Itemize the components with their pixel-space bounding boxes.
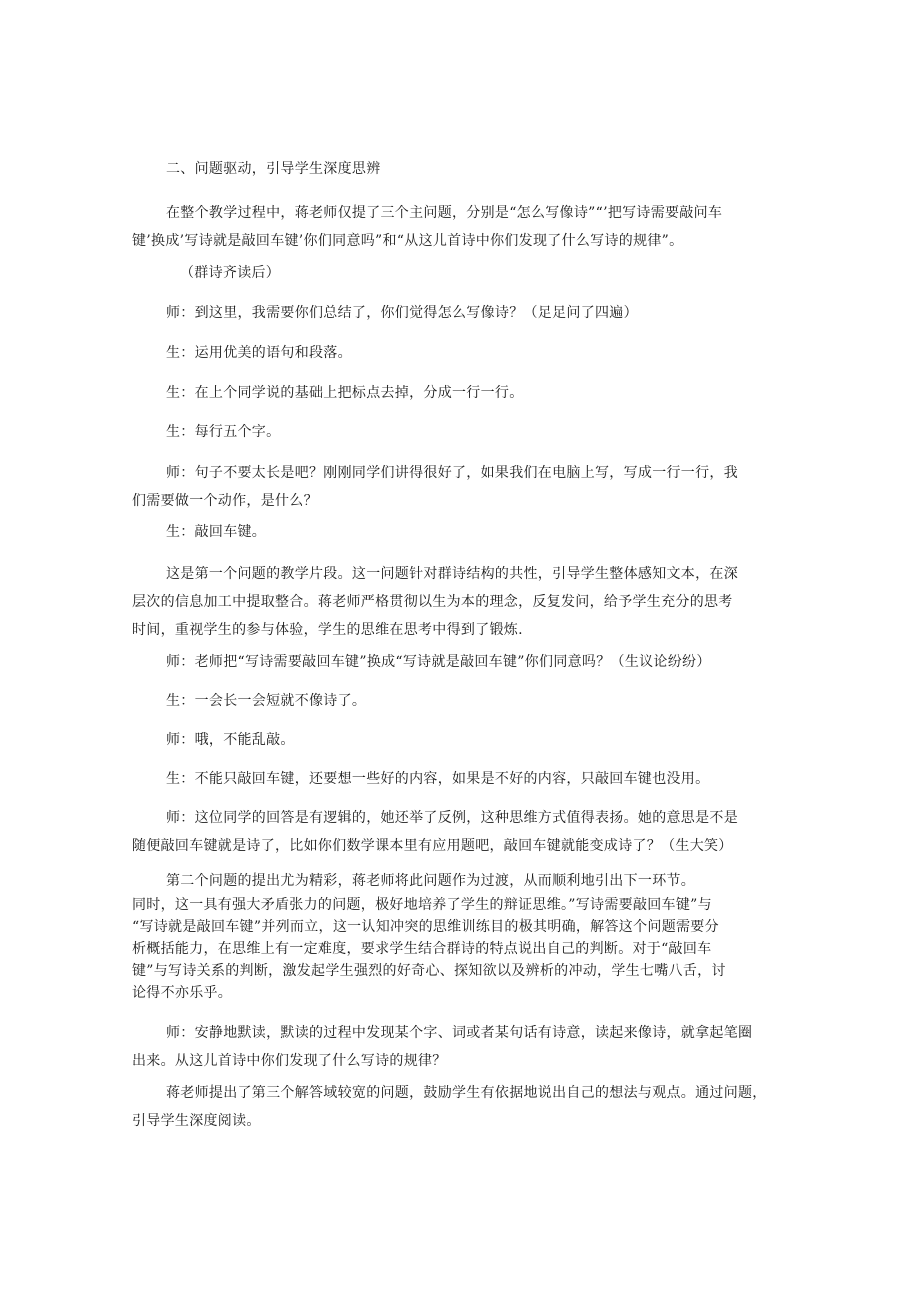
dialogue-line: 生：在上个同学说的基础上把标点去掉，分成一行一行。 (166, 385, 524, 401)
dialogue-line-part: 出来。从这儿首诗中你们发现了什么写诗的规律？ (132, 1053, 447, 1069)
paragraph-analysis-3 (132, 1079, 767, 1135)
dialogue-line-part: 师：句子不要太长是吧？刚刚同学们讲得很好了，如果我们在电脑上写，写成一行一行，我 (166, 465, 738, 481)
dialogue-line: 生：每行五个字。 (166, 424, 281, 440)
paragraph-analysis-1 (132, 560, 738, 644)
paragraph-line: 蒋老师提出了第三个解答域较宽的问题，鼓励学生有依据地说出自己的想法与观点。通过问题， (166, 1085, 767, 1101)
dialogue-line: 生：敲回车键。 (166, 524, 267, 540)
dialogue-line: 师：老师把“写诗需要敲回车键”换成“写诗就是敲回车键”你们同意吗？（生议论纷纷） (166, 654, 711, 670)
paragraph-analysis-2-lead: 第二个问题的提出尤为精彩，蒋老师将此问题作为过渡，从而顺利地引出下一环节。 (166, 873, 696, 889)
paragraph-line: 析概括能力，在思维上有一定难度，要求学生结合群诗的特点说出自己的判断。对于“敲回车 (132, 941, 712, 957)
paragraph-line: 键”与写诗关系的判断，激发起学生强烈的好奇心、探知欲以及辨析的冲动，学生七嘴八舌，讨 (132, 963, 726, 979)
dialogue-line: 生：不能只敲回车键，还要想一些好的内容，如果是不好的内容，只敲回车键也没用。 (166, 771, 710, 787)
dialogue-line-part: 师：这位同学的回答是有逻辑的，她还举了反例，这种思维方式值得表扬。她的意思是不是 (166, 810, 738, 826)
dialogue-line (132, 1019, 753, 1075)
paragraph-line: 层次的信息加工中提取整合。蒋老师严格贯彻以生为本的理念，反复发问，给予学生充分的思考 (132, 594, 733, 610)
paragraph-line: 同时，这一具有强大矛盾张力的问题，极好地培养了学生的辩证思维。”写诗需要敲回车键”与 (132, 897, 712, 913)
paragraph-line: “写诗就是敲回车键”并列而立，这一认知冲突的思维训练目的极其明确，解答这个问题需要分 (132, 919, 719, 935)
dialogue-line: 生：一会长一会短就不像诗了。 (166, 693, 367, 709)
paragraph-line: 在整个教学过程中，蒋老师仅提了三个主问题，分别是“怎么写像诗”“’把写诗需要敲问车 (166, 205, 723, 221)
dialogue-line-part: 们需要做一个动作，是什么？ (132, 493, 318, 509)
paragraph-line: 论得不亦乐乎。 (132, 985, 233, 1001)
stage-direction: （群诗齐读后） (180, 265, 281, 281)
paragraph-intro (132, 199, 723, 255)
dialogue-line (132, 459, 738, 515)
section-heading: 二、问题驱动，引导学生深度思辨 (166, 161, 381, 177)
paragraph-line: 这是第一个问题的教学片段。这一问题针对群诗结构的共性，引导学生整体感知文本，在深 (166, 566, 738, 582)
paragraph-analysis-2 (132, 894, 726, 1004)
paragraph-line: 时间，重视学生的参与体验，学生的思维在思考中得到了锻炼. (132, 622, 523, 638)
dialogue-line: 师：到这里，我需要你们总结了，你们觉得怎么写像诗？（足足问了四遍） (166, 305, 638, 321)
dialogue-line (132, 804, 738, 860)
paragraph-line: 键’换成’写诗就是敲回车键’你们同意吗”和“从这儿首诗中你们发现了什么写诗的规律”。 (132, 233, 684, 249)
dialogue-line: 生：运用优美的语句和段落。 (166, 345, 352, 361)
paragraph-line: 引导学生深度阅读。 (132, 1113, 261, 1129)
dialogue-line: 师：哦，不能乱敲。 (166, 732, 295, 748)
dialogue-line-part: 师：安静地默读，默读的过程中发现某个字、词或者某句话有诗意，读起来像诗，就拿起笔圈 (166, 1025, 753, 1041)
dialogue-line-part: 随便敲回车键就是诗了，比如你们数学课本里有应用题吧，敲回车键就能变成诗了？（生大笑） (132, 838, 733, 854)
